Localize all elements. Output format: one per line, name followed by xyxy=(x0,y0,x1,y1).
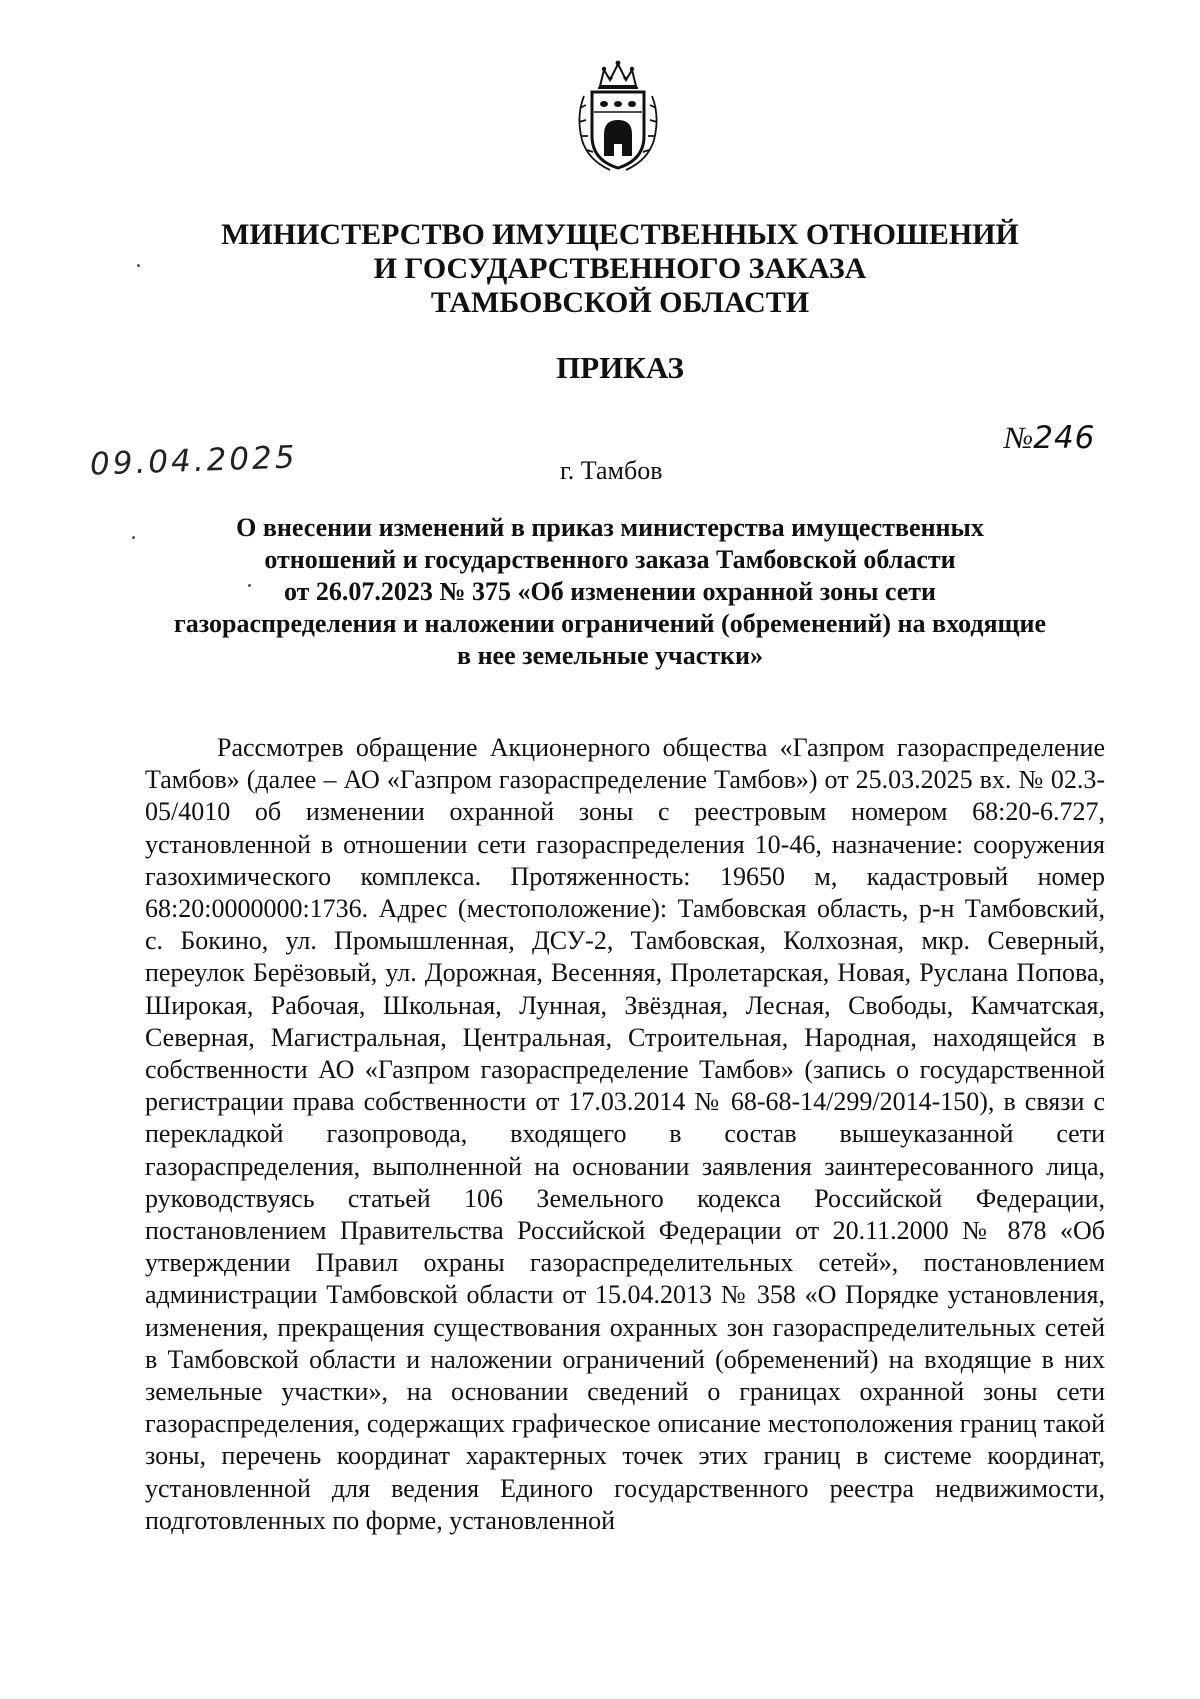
subject-line-2: отношений и государственного заказа Тамбовской области xyxy=(264,545,956,574)
ministry-name-line-2: И ГОСУДАРСТВЕННОГО ЗАКАЗА xyxy=(373,252,867,285)
city-line: г. Тамбов xyxy=(560,456,663,485)
scan-speck xyxy=(132,536,135,539)
number-prefix: № xyxy=(1004,420,1034,455)
subject-line-5: в нее земельные участки» xyxy=(457,641,763,670)
body-paragraph: Рассмотрев обращение Акционерного общества «Газпром газораспределение Тамбов» (далее – АО «Газпром газораспределение Тамбов») от 25.03.2025 вх. № 02.3-05/4010 об изменении охранной зоны с реестровым номером 68:20-6.727, установленной в отношении сети газораспределения 10-46, назначение: сооружения газохимического комплекса. Протяженность: 19650 м, кадастровый номер 68:20:0000000:1736. Адрес (местоположение): Тамбовская область, р-н Тамбовский, с. Бокино, ул. Промышленная, ДСУ-2, Тамбовская, Колхозная, мкр. Северный, переулок Берёзовый, ул. Дорожная, Весенняя, Пролетарская, Новая, Руслана Попова, Широкая, Рабочая, Школьная, Лунная, Звёздная, Лесная, Свободы, Камчатская, Северная, Магистральная, Центральная, Строительная, Народная, находящейся в собственности АО «Газпром газораспределение Тамбов» (запись о государственной регистрации права собственности от 17.03.2014 № 68-68-14/299/2014-150), в связи с перекладкой газопровода, входящего в состав вышеуказанной сети газораспределения, выполненной на основании заявления заинтересованного лица, руководствуясь статьей 106 Земельного кодекса Российской Федерации, постановлением Правительства Российской Федерации от 20.11.2000 № 878 «Об утверждении Правил охраны газораспределительных сетей», постановлением администрации Тамбовской области от 15.04.2013 № 358 «О Порядке установления, изменения, прекращения существования охранных зон газораспределительных сетей в Тамбовской области и наложении ограничений (обременений) на входящие в них земельные участки», на основании сведений о границах охранной зоны сети газораспределения, содержащих графическое описание местоположения границ такой зоны, перечень координат характерных точек этих границ в системе координат, установленной для ведения Единого государственного реестра недвижимости, подготовленных по форме, установленной xyxy=(145,733,1105,1535)
subject-line-4: газораспределения и наложении ограничений (обременений) на входящие xyxy=(173,609,1047,638)
scan-speck xyxy=(137,264,140,267)
handwritten-date: 09.04.2025 xyxy=(89,439,299,483)
ministry-name-line-1: МИНИСТЕРСТВО ИМУЩЕСТВЕННЫХ ОТНОШЕНИЙ xyxy=(221,218,1019,251)
scan-speck xyxy=(248,584,251,587)
order-number xyxy=(1004,420,1095,456)
ministry-name-line-3: ТАМБОВСКОЙ ОБЛАСТИ xyxy=(430,286,810,319)
tambov-coat-of-arms-emblem xyxy=(570,56,666,178)
subject-line-1: О внесении изменений в приказ министерства имущественных xyxy=(236,513,984,542)
document-type-title: ПРИКАЗ xyxy=(556,350,684,385)
subject-line-3: от 26.07.2023 № 375 «Об изменении охранной зоны сети xyxy=(283,577,937,606)
order-subject xyxy=(140,512,1080,672)
ministry-name xyxy=(150,218,1090,320)
handwritten-number: 246 xyxy=(1033,420,1096,456)
